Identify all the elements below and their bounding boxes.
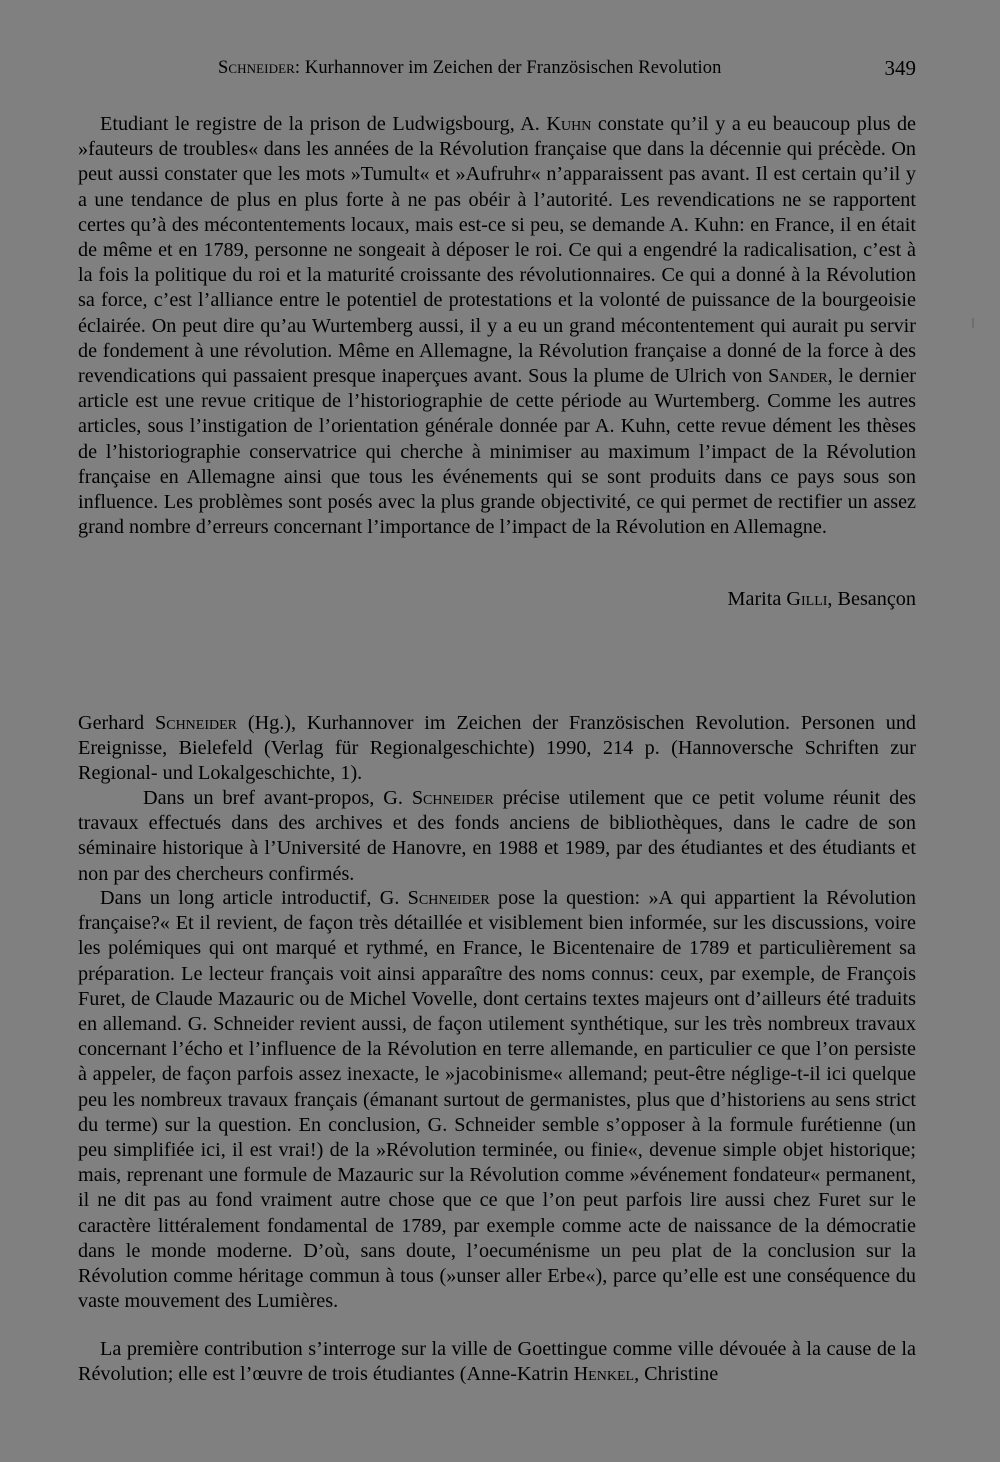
running-head-title: : Kurhannover im Zeichen der Französischen Revolution bbox=[294, 58, 722, 78]
review2-p3-text-b: , Christine bbox=[634, 1363, 719, 1386]
citation-author: Schneider bbox=[155, 712, 237, 734]
review2-p1-text-a: Dans un bref avant-propos, G. bbox=[143, 787, 403, 809]
review2-p2-text-a: Dans un long article introductif, G. bbox=[100, 887, 400, 909]
review2-paragraph-2 bbox=[78, 886, 916, 1314]
signature-place: , Besançon bbox=[827, 588, 916, 610]
citation-first-name: Gerhard bbox=[78, 712, 145, 734]
review2-p1-name: Schneider bbox=[411, 787, 494, 809]
signature-last-name: Gilli bbox=[786, 588, 828, 610]
review1-text-part1: Etudiant le registre de la prison de Ludwigsbourg, A. bbox=[100, 113, 540, 135]
review2-p3-name: Henkel bbox=[573, 1363, 635, 1386]
citation-details: (Hg.), Kurhannover im Zeichen der Französischen Revolution. Personen und Ereignisse, Bielefeld (Verlag für Regionalgeschichte) 1990, 214 p. (Hannoversche Schriften zur Regional- und Lokalgeschichte, 1). bbox=[78, 712, 917, 785]
page-number: 349 bbox=[884, 56, 916, 80]
review1-name-kuhn: Kuhn bbox=[546, 113, 592, 135]
margin-mark bbox=[972, 318, 974, 328]
document-page bbox=[78, 0, 916, 1462]
signature-first-name: Marita bbox=[727, 588, 782, 610]
review1-signature bbox=[728, 587, 916, 612]
review1-text-part2: constate qu’il y a eu beaucoup plus de »fauteurs de troubles« dans les années de la Révolution française que dans la décennie qui précède. On peut aussi constater que les mots »Tumult« et »Aufruhr« n’apparaissent pas avant. Il est certain qu’il y a une tendance de plus en plus forte à ne pas obéir à l’autorité. Les revendications ne se rapportent certes qu’à des mécontentements locaux, mais est-ce si peu, se demande A. Kuhn: en France, il en était de même et en 1789, personne ne songeait à déposer le roi. Ce qui a engendré la radicalisation, c’est à la fois la politique du roi et la maturité croissante des révolutionnaires. Ce qui a donné à la Révolution sa force, c’est l’alliance entre le potentiel de protestations et la volonté de puissance de la bourgeoisie éclairée. On peut dire qu’au Wurtemberg aussi, il y a eu un grand mécontentement qui aurait pu servir de fondement à une révolution. Même en Allemagne, la Révolution française a donné de la force à des revendications qui passaient presque inaperçues avant. Sous la plume de Ulrich von bbox=[78, 113, 917, 388]
review2-p3-text-a: La première contribution s’interroge sur la ville de Goettingue comme ville dévouée à la cause de la Révolution; elle est l’œuvre de trois étudiantes (Anne-Katrin bbox=[78, 1338, 916, 1386]
running-head bbox=[218, 58, 778, 79]
review2-p1-text-b: précise utilement que ce petit volume réunit des travaux effectués dans des archives et des fonds anciens de bibliothèques, dans le cadre de son séminaire historique à l’Université de Hanovre, en 1988 et 1989, par des étudiantes et des étudiants et non par des chercheurs confirmés. bbox=[78, 787, 917, 885]
review2-paragraph-3 bbox=[78, 1337, 916, 1387]
running-head-author: Schneider bbox=[218, 58, 295, 78]
review2-p2-name: Schneider bbox=[407, 887, 490, 909]
review2-p2-text-b: pose la question: »A qui appartient la Révolution française?« Et il revient, de façon très détaillée et visiblement bien informée, sur les discussions, voire les polémiques qui ont marqué et rythmé, en France, le Bicentenaire de 1789 et particulièrement sa préparation. Le lecteur français voit ainsi apparaître des noms connus: ceux, par exemple, de François Furet, de Claude Mazauric ou de Michel Vovelle, dont certains textes majeurs ont d’ailleurs été traduits en allemand. G. Schneider revient aussi, de façon utilement synthétique, sur les très nombreux travaux concernant l’écho et l’influence de la Révolution en terre allemande, en particulier ce que l’on persiste à appeler, de façon parfois assez inexacte, le »jacobinisme« allemand; peut-être néglige-t-il ici quelque peu les nombreux travaux français (émanant surtout de germanistes, plus que d’historiens au sens strict du terme) sur la question. En conclusion, G. Schneider semble s’opposer à la formule furétienne (un peu simplifiée ici, il est vrai!) de la »Révolution terminée, ou finie«, devenue simple objet historique; mais, reprenant une formule de Mazauric sur la Révolution comme »événement fondateur« permanent, il ne dit pas au fond vraiment autre chose que ce que l’on peut parfois lire aussi chez Furet sur le caractère littéralement fondamental de 1789, par exemple comme acte de naissance de la démocratie dans le monde moderne. D’où, sans doute, l’oecuménisme un peu plat de la conclusion sur la Révolution comme héritage commun à tous (»unser aller Erbe«), parce qu’elle est une conséquence du vaste mouvement des Lumières. bbox=[78, 887, 916, 1313]
review1-paragraph bbox=[78, 112, 916, 540]
review1-text-part3: , le dernier article est une revue critique de l’historiographie de cette période au Wurtemberg. Comme les autres articles, sous l’instigation de l’orientation générale donnée par A. Kuhn, cette revue dément les thèses de l’historiographie conservatrice qui cherche à minimiser au maximum l’impact de la Révolution française en Allemagne ainsi que tous les événements qui se sont produits dans ce pays sous son influence. Les problèmes sont posés avec la plus grande objectivité, ce qui permet de rectifier un assez grand nombre d’erreurs concernant l’importance de l’impact de la Révolution en Allemagne. bbox=[78, 365, 917, 539]
review1-name-sander: Sander bbox=[768, 365, 828, 388]
review2-paragraph-1 bbox=[78, 786, 916, 887]
review2-citation bbox=[78, 711, 916, 787]
